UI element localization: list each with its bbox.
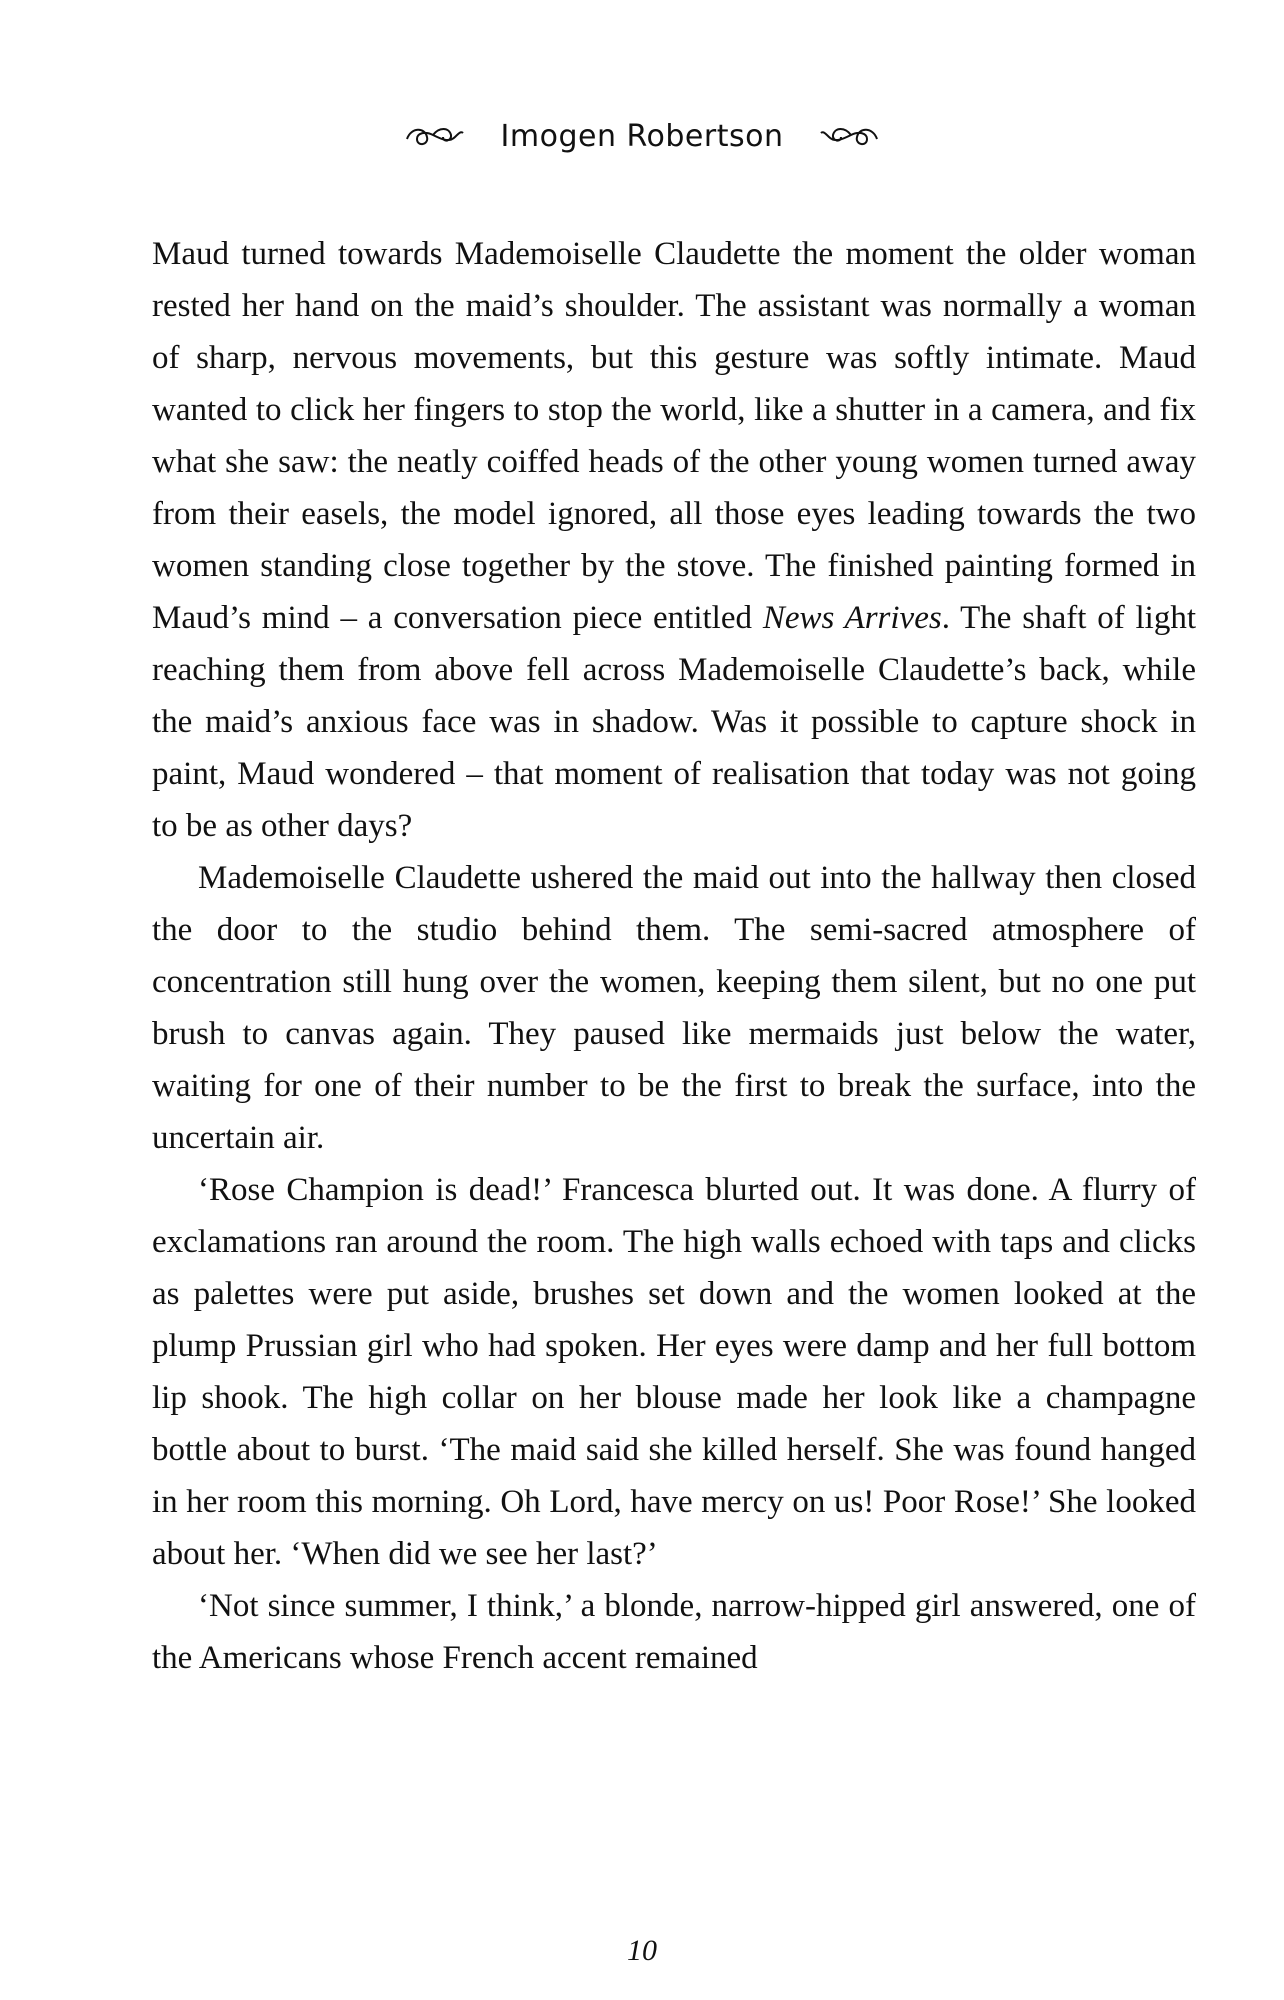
scroll-ornament-icon [403,121,465,151]
paragraph-text: . The shaft of light reaching them from above fell across Mademoiselle Claudette’s back, while the maid’s anxious face was in shadow. Was it possible to capture shock in paint, Maud wondered – that moment of realisation that today was not going to be as other days? [152,600,1197,844]
body-text [152,228,1196,1684]
running-head [0,108,1284,164]
paragraph: ‘Rose Champion is dead!’ Francesca blurted out. It was done. A flurry of exclamations ran around the room. The high walls echoed with taps and clicks as palettes were put aside, brushes set down and the women looked at the plump Prussian girl who had spoken. Her eyes were damp and her full bottom lip shook. The high collar on her blouse made her look like a champagne bottle about to burst. ‘The maid said she killed herself. She was found hanged in her room this morning. Oh Lord, have mercy on us! Poor Rose!’ She looked about her. ‘When did we see her last?’ [152,1172,1196,1572]
paragraph [152,228,1196,852]
page-number: 10 [627,1934,657,1967]
painting-title: News Arrives [762,600,942,636]
paragraph: ‘Not since summer, I think,’ a blonde, narrow-hipped girl answered, one of the Americans whose French accent remained [152,1588,1196,1676]
scroll-ornament-icon [819,121,881,151]
paragraph: Mademoiselle Claudette ushered the maid out into the hallway then closed the door to the studio behind them. The semi-sacred atmosphere of concentration still hung over the women, keeping them silent, but no one put brush to canvas again. They paused like mermaids just below the water, waiting for one of their number to be the first to break the surface, into the uncertain air. [152,860,1196,1156]
paragraph-text: Maud turned towards Mademoiselle Claudette the moment the older woman rested her hand on the maid’s shoulder. The assistant was normally a woman of sharp, nervous movements, but this gesture was softly intimate. Maud wanted to click her fingers to stop the world, like a shutter in a camera, and fix what she saw: the neatly coiffed heads of the other young women turned away from their easels, the model ignored, all those eyes leading towards the two women standing close together by the stove. The finished painting formed in Maud’s mind – a conversation piece entitled [152,236,1196,636]
running-head-title: Imogen Robertson [500,118,784,154]
